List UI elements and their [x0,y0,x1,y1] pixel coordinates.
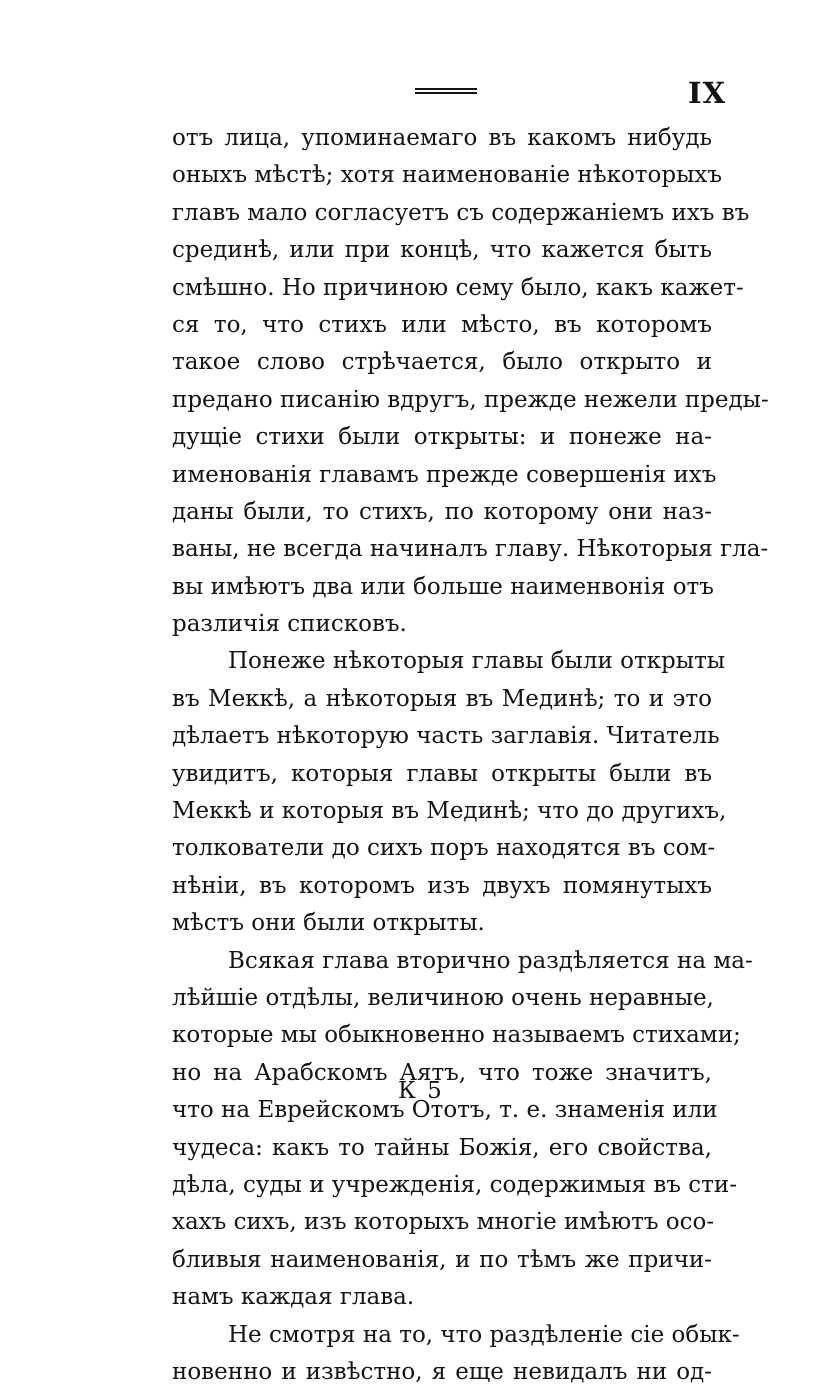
text-line: толкователи до сихъ поръ находятся въ сом- [172,835,716,862]
text-line: чудеса: какъ то тайны Божія, его свойства, [172,1134,712,1161]
text-line: но на Арабскомъ Аятъ, что тоже значитъ, [172,1059,712,1086]
text-line: даны были, то стихъ, по которому они наз- [172,498,712,525]
text-line: намъ каждая глава. [172,1284,415,1311]
printer-signature-mark: К 5 [398,1078,444,1104]
text-line: именованія главамъ прежде совершенія ихъ [172,461,717,488]
text-line: дѣлаетъ нѣкоторую часть заглавія. Читатель [172,723,720,750]
text-line: отъ лица, упоминаемаго въ какомъ нибудь [172,125,712,151]
text-line: хахъ сихъ, изъ которыхъ многіе имѣютъ осо- [172,1209,715,1236]
text-line: которые мы обыкновенно называемъ стихами; [172,1022,741,1049]
text-line: Меккѣ и которыя въ Мединѣ; что до другихъ, [172,798,727,825]
text-line: увидитъ, которыя главы открыты были въ [172,760,712,787]
text-line: различія списковъ. [172,611,407,638]
text-line: Не смотря на то, что раздѣленіе сіе обык- [228,1321,740,1348]
text-line: оныхъ мѣстѣ; хотя наименованіе нѣкоторыхъ [172,162,723,189]
text-line: предано писанію вдругъ, прежде нежели преды- [172,386,769,413]
text-line: нѣніи, въ которомъ изъ двухъ помянутыхъ [172,872,712,899]
text-line: смѣшно. Но причиною сему было, какъ кажет- [172,274,744,301]
text-line: Понеже нѣкоторыя главы были открыты [228,648,726,675]
text-line: ваны, не всегда начиналъ главу. Нѣкоторыя гла- [172,536,769,563]
page-number: IX [688,76,727,110]
text-line: мѣстъ они были открыты. [172,910,485,937]
text-line: ся то, что стихъ или мѣсто, въ которомъ [172,311,712,338]
text-line: дущіе стихи были открыты: и понеже на- [172,424,712,451]
text-line: новенно и извѣстно, я еще невидалъ ни од- [172,1358,712,1385]
text-line: дѣла, суды и учрежденія, содержимыя въ сти- [172,1171,737,1198]
text-line: вы имѣютъ два или больше наименвонія отъ [172,573,714,600]
text-line: срединѣ, или при концѣ, что кажется быть [172,237,712,264]
text-line: бливыя наименованія, и по тѣмъ же причи- [172,1246,712,1273]
text-line: лѣйшіе отдѣлы, величиною очень неравные, [172,984,714,1011]
text-line: что на Еврейскомъ Ототъ, т. е. знаменія или [172,1097,718,1124]
text-line: въ Меккѣ, а нѣкоторыя въ Мединѣ; то и это [172,685,712,712]
header-ornament-rule [415,88,477,97]
body-text [172,120,769,1391]
text-line: Всякая глава вторично раздѣляется на ма- [228,947,753,974]
text-line: такое слово стрѣчается, было открыто и [172,349,712,376]
text-line: главъ мало согласуетъ съ содержаніемъ ихъ въ [172,199,750,226]
